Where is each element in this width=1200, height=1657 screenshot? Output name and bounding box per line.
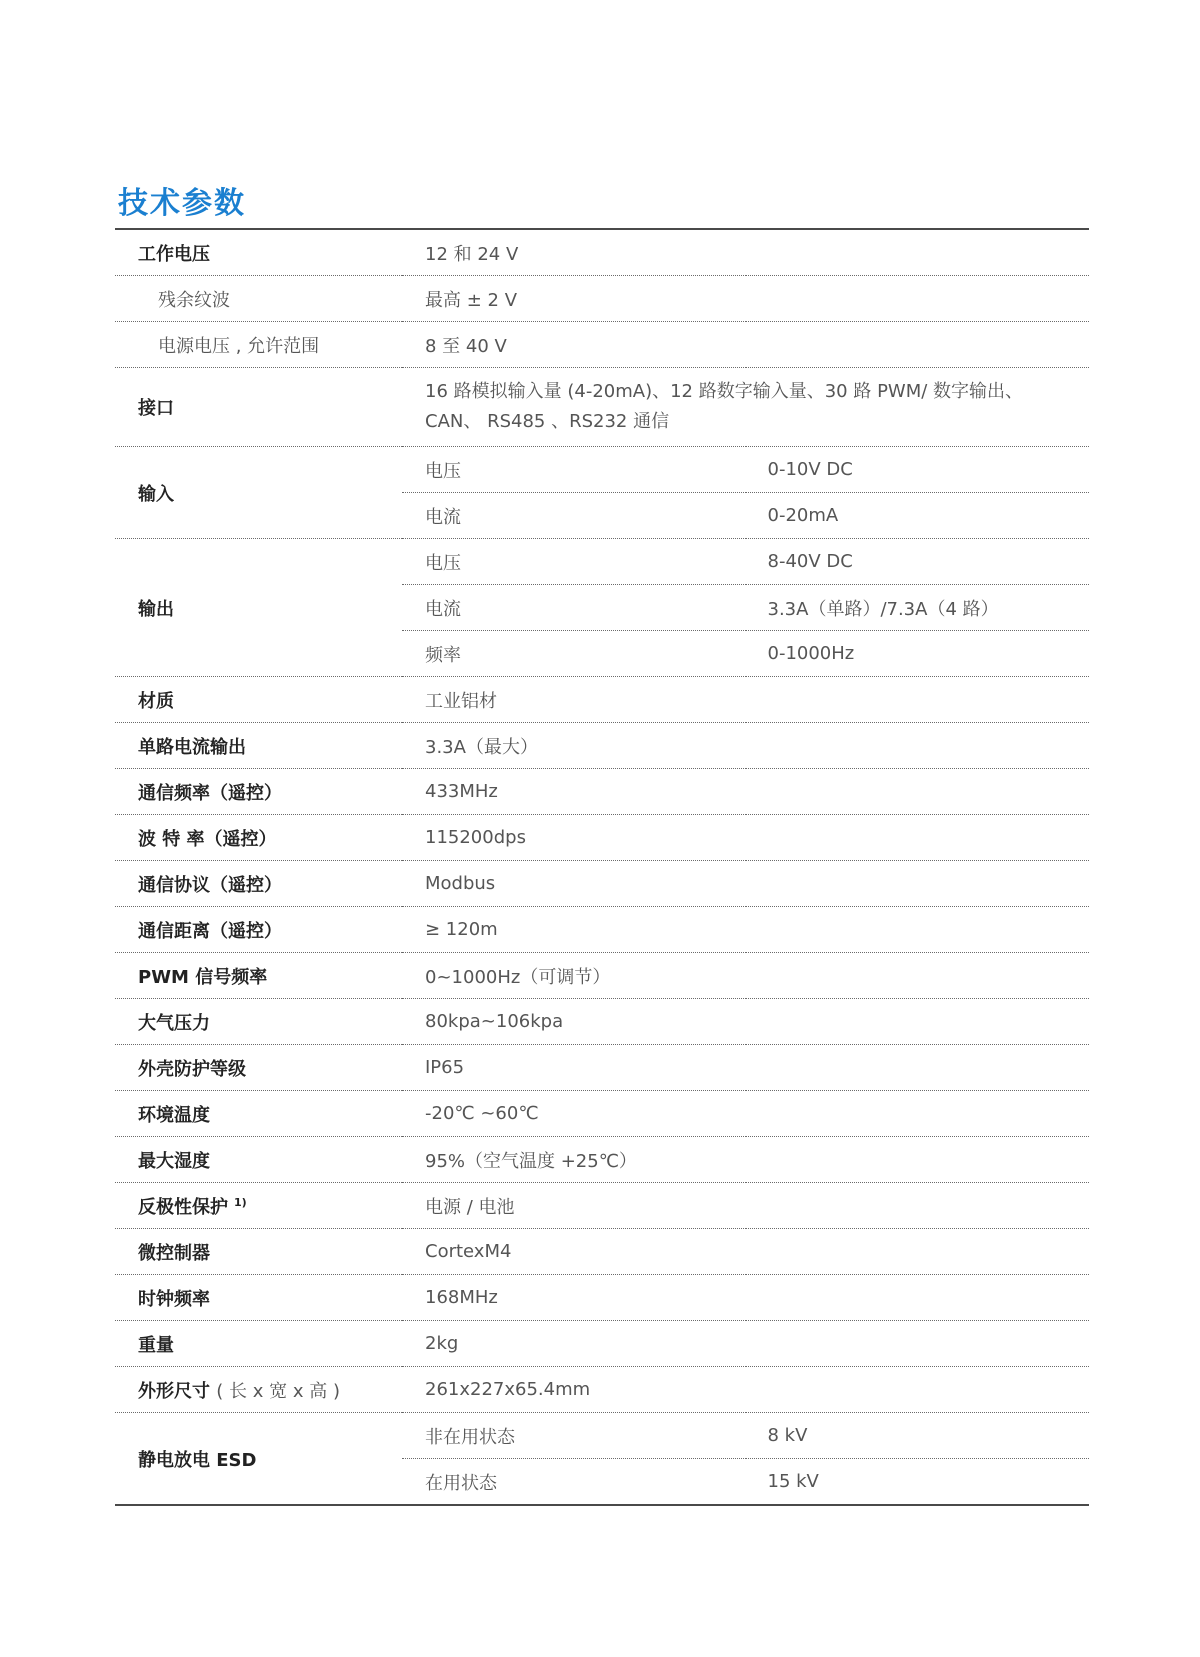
polarity-label: 反极性保护 xyxy=(138,1196,228,1218)
row-value: 2kg xyxy=(402,1321,1089,1367)
row-value: 12 和 24 V xyxy=(402,229,1089,276)
sub-value: 0-10V DC xyxy=(746,447,1090,493)
row-label: 材质 xyxy=(115,677,402,723)
row-label: 单路电流输出 xyxy=(115,723,402,769)
row-value xyxy=(402,368,1089,447)
row-label xyxy=(115,1183,402,1229)
row-value: 433MHz xyxy=(402,769,1089,815)
sub-key: 电流 xyxy=(402,585,746,631)
sub-key: 电压 xyxy=(402,539,746,585)
row-label: 输出 xyxy=(115,539,402,677)
row-value: 8 至 40 V xyxy=(402,322,1089,368)
page-title: 技术参数 xyxy=(118,186,246,221)
table-row xyxy=(115,677,1089,723)
table-row xyxy=(115,1413,1089,1459)
row-value: ≥ 120m xyxy=(402,907,1089,953)
row-value: -20℃ ~60℃ xyxy=(402,1091,1089,1137)
table-row xyxy=(115,1137,1089,1183)
table-row xyxy=(115,861,1089,907)
row-value: Modbus xyxy=(402,861,1089,907)
row-label: 静电放电 ESD xyxy=(115,1413,402,1506)
row-value: 95%（空气温度 +25℃） xyxy=(402,1137,1089,1183)
table-row xyxy=(115,723,1089,769)
sub-value: 3.3A（单路）/7.3A（4 路） xyxy=(746,585,1090,631)
table-row xyxy=(115,1275,1089,1321)
row-label: 外壳防护等级 xyxy=(115,1045,402,1091)
sub-key: 非在用状态 xyxy=(402,1413,746,1459)
row-label: 通信协议（遥控） xyxy=(115,861,402,907)
row-value: 最高 ± 2 V xyxy=(402,276,1089,322)
sub-key: 频率 xyxy=(402,631,746,677)
row-label: 微控制器 xyxy=(115,1229,402,1275)
row-label: 残余纹波 xyxy=(115,276,402,322)
row-value: 80kpa~106kpa xyxy=(402,999,1089,1045)
row-value: CortexM4 xyxy=(402,1229,1089,1275)
table-row xyxy=(115,815,1089,861)
table-row xyxy=(115,953,1089,999)
row-label: 工作电压 xyxy=(115,229,402,276)
row-label xyxy=(115,1367,402,1413)
table-row xyxy=(115,1183,1089,1229)
table-row xyxy=(115,276,1089,322)
row-value: 115200dps xyxy=(402,815,1089,861)
interface-line-1: 16 路模拟输入量 (4-20mA)、12 路数字输入量、30 路 PWM/ 数字输出、 xyxy=(425,381,1024,402)
sub-value: 0-1000Hz xyxy=(746,631,1090,677)
row-label: PWM 信号频率 xyxy=(115,953,402,999)
sub-value: 8-40V DC xyxy=(746,539,1090,585)
sub-key: 电流 xyxy=(402,493,746,539)
table-row xyxy=(115,229,1089,276)
footnote-marker: 1) xyxy=(234,1195,247,1209)
table-row xyxy=(115,322,1089,368)
sub-key: 在用状态 xyxy=(425,1472,497,1494)
sub-value: 15 kV xyxy=(767,1471,819,1492)
row-label: 最大湿度 xyxy=(115,1137,402,1183)
spec-table xyxy=(115,228,1089,1506)
table-row xyxy=(115,999,1089,1045)
table-row xyxy=(115,769,1089,815)
sub-key: 电压 xyxy=(402,447,746,493)
dimensions-label: 外形尺寸 xyxy=(138,1380,210,1402)
row-value: 工业铝材 xyxy=(402,677,1089,723)
table-row xyxy=(115,447,1089,493)
table-row xyxy=(115,907,1089,953)
row-label: 环境温度 xyxy=(115,1091,402,1137)
table-row xyxy=(115,1321,1089,1367)
row-value: 0~1000Hz（可调节） xyxy=(402,953,1089,999)
row-value: 261x227x65.4mm xyxy=(402,1367,1089,1413)
table-row xyxy=(115,368,1089,447)
table-row xyxy=(115,1367,1089,1413)
interface-line-2: CAN、 RS485 、RS232 通信 xyxy=(425,411,670,432)
row-label: 波 特 率（遥控） xyxy=(115,815,402,861)
row-label: 输入 xyxy=(115,447,402,539)
row-label: 时钟频率 xyxy=(115,1275,402,1321)
table-row xyxy=(115,1229,1089,1275)
sub-value: 0-20mA xyxy=(746,493,1090,539)
row-label: 重量 xyxy=(115,1321,402,1367)
row-label: 大气压力 xyxy=(115,999,402,1045)
row-label: 通信频率（遥控） xyxy=(115,769,402,815)
sub-value: 8 kV xyxy=(746,1413,1090,1459)
table-row xyxy=(115,1091,1089,1137)
table-row xyxy=(115,539,1089,585)
row-label: 接口 xyxy=(115,368,402,447)
row-value: 电源 / 电池 xyxy=(402,1183,1089,1229)
row-label: 电源电压 , 允许范围 xyxy=(115,322,402,368)
row-value: 3.3A（最大） xyxy=(402,723,1089,769)
dimensions-label-note: ( 长 x 宽 x 高 ) xyxy=(216,1380,340,1402)
row-value: IP65 xyxy=(402,1045,1089,1091)
row-label: 通信距离（遥控） xyxy=(115,907,402,953)
row-value: 168MHz xyxy=(402,1275,1089,1321)
table-row xyxy=(115,1045,1089,1091)
